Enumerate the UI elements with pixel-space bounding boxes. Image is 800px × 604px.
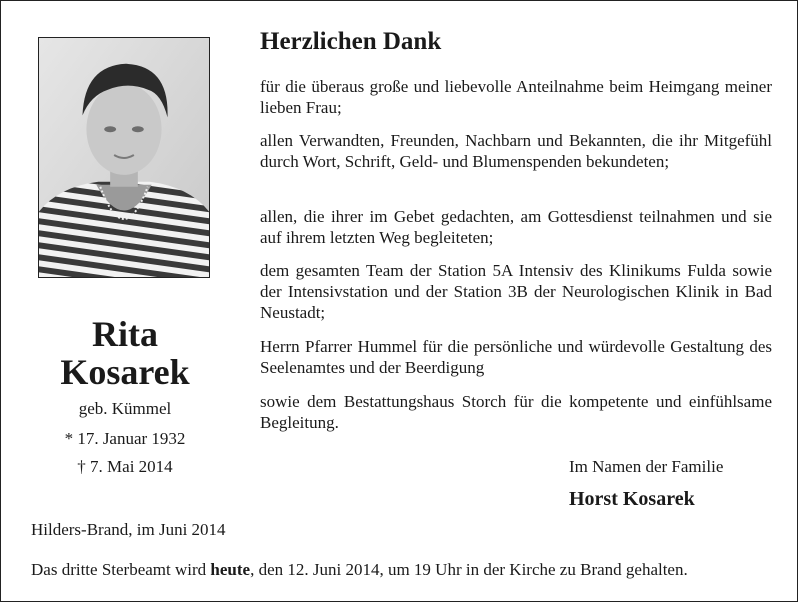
- portrait-photo: [38, 37, 210, 278]
- first-name: Rita: [92, 314, 158, 354]
- death-date: † 7. Mai 2014: [77, 457, 173, 476]
- thanks-text-3: allen, die ihrer im Gebet gedachten, am Gottesdienst teilnahmen und sie auf ihrem letzten Weg begleiteten;: [260, 207, 772, 247]
- thanks-paragraph-2: [260, 130, 772, 172]
- thanks-text-2: allen Verwandten, Freunden, Nachbarn und Bekannten, die ihr Mitgefühl durch Wort, Schrift, Geld- und Blumenspenden bekundeten;: [260, 131, 772, 171]
- service-text-before: Das dritte Sterbeamt wird: [31, 560, 211, 579]
- on-behalf-line: Im Namen der Familie: [569, 457, 724, 476]
- thanks-paragraph-3: [260, 206, 772, 248]
- service-text-bold: heute: [210, 560, 251, 579]
- thanks-text-1: für die überaus große und liebevolle Anteilnahme beim Heimgang meiner lieben Frau;: [260, 77, 772, 117]
- notice-title: Herzlichen Dank: [260, 28, 442, 55]
- thanks-paragraph-4: [260, 260, 772, 323]
- thanks-paragraph-1: [260, 76, 772, 118]
- thanks-paragraph-6: [260, 391, 772, 433]
- place-date: Hilders-Brand, im Juni 2014: [31, 520, 226, 539]
- last-name: Kosarek: [60, 352, 190, 392]
- portrait-image: [39, 38, 209, 277]
- birth-date: * 17. Januar 1932: [64, 429, 186, 448]
- thanks-text-6: sowie dem Bestattungshaus Storch für die kompetente und einfühlsame Begleitung.: [260, 392, 772, 432]
- born-name: geb. Kümmel: [78, 399, 172, 418]
- service-announcement: [31, 560, 688, 580]
- service-text-after: , den 12. Juni 2014, um 19 Uhr in der Kirche zu Brand gehalten.: [250, 560, 688, 579]
- thanks-text-5: Herrn Pfarrer Hummel für die persönliche und würdevolle Gestaltung des Seelenamtes und der Beerdigung: [260, 337, 772, 377]
- signer-name: Horst Kosarek: [569, 488, 695, 510]
- thanks-paragraph-5: [260, 336, 772, 378]
- thanks-text-4: dem gesamten Team der Station 5A Intensiv des Klinikums Fulda sowie der Intensivstation und der Station 3B der Neurologischen Klinik in Bad Neustadt;: [260, 261, 772, 322]
